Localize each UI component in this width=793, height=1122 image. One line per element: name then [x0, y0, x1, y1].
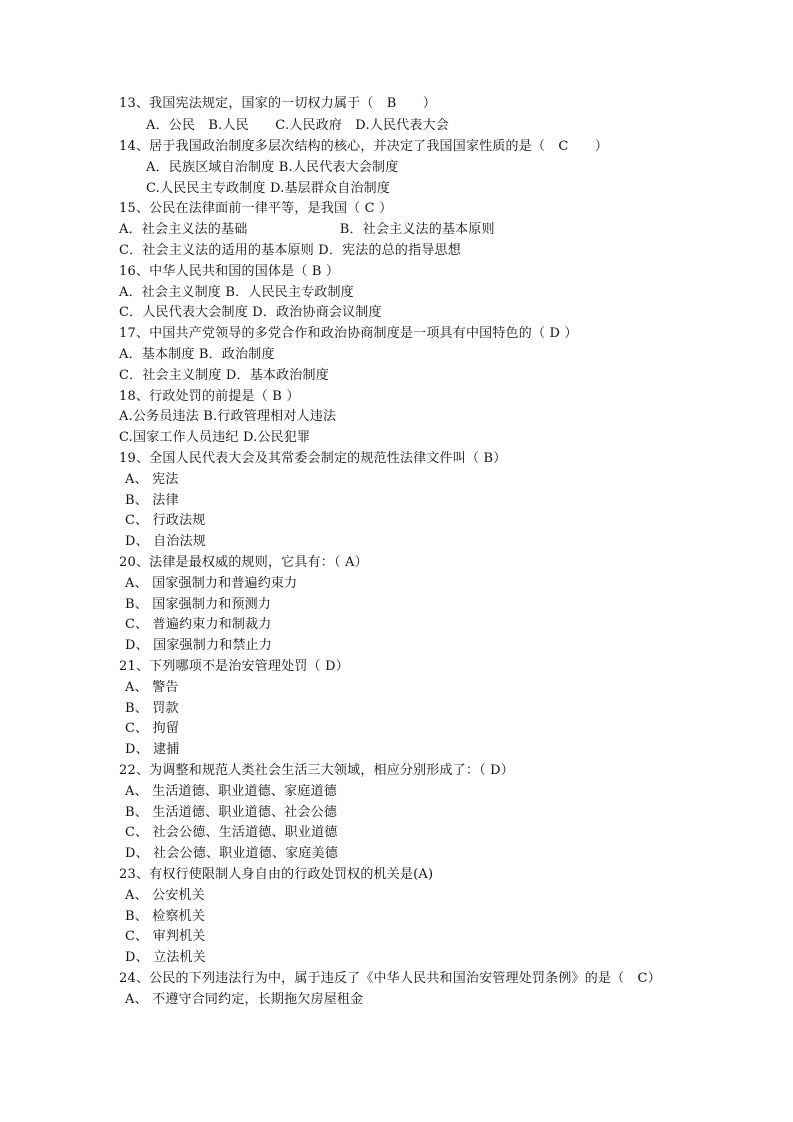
question-18-options-ab: A.公务员违法 B.行政管理相对人违法: [119, 409, 337, 424]
question-24-option-a: A、 不遵守合同约定，长期拖欠房屋租金: [125, 992, 364, 1007]
question-16: 16、中华人民共和国的国体是（ B ）: [119, 264, 340, 279]
question-15: 15、公民在法律面前一律平等，是我国（ C ）: [119, 201, 393, 216]
question-20-option-d: D、 国家强制力和禁止力: [125, 638, 272, 653]
question-21-option-a: A、 警告: [125, 680, 179, 695]
question-17-options-ab: A．基本制度 B．政治制度: [119, 347, 275, 362]
question-19: 19、全国人民代表大会及其常委会制定的规范性法律文件叫（ B）: [119, 451, 507, 466]
question-13: 13、我国宪法规定，国家的一切权力属于（ B ）: [119, 96, 437, 111]
question-13-options: A．公民 B.人民 C.人民政府 D.人民代表大会: [146, 118, 449, 133]
question-19-option-b: B、 法律: [125, 493, 179, 508]
question-14-options-ab: A．民族区域自治制度 B.人民代表大会制度: [146, 160, 399, 175]
question-20-option-c: C、 普遍约束力和制裁力: [125, 617, 272, 632]
question-16-options-ab: A．社会主义制度 B．人民民主专政制度: [119, 285, 354, 300]
question-24: 24、公民的下列违法行为中，属于违反了《中华人民共和国治安管理处罚条例》的是（ C）: [119, 971, 661, 986]
question-21-option-b: B、 罚款: [125, 701, 179, 716]
question-19-option-a: A、 宪法: [125, 472, 179, 487]
question-19-option-c: C、 行政法规: [125, 513, 206, 528]
question-17-options-cd: C．社会主义制度 D．基本政治制度: [119, 368, 329, 383]
question-23: 23、有权行使限制人身自由的行政处罚权的机关是(A): [119, 867, 434, 882]
question-14-options-cd: C.人民民主专政制度 D.基层群众自治制度: [146, 181, 391, 196]
question-22-option-b: B、 生活道德、职业道德、社会公德: [125, 805, 338, 820]
question-23-option-d: D、 立法机关: [125, 950, 206, 965]
question-14: 14、居于我国政治制度多层次结构的核心，并决定了我国国家性质的是（ C ）: [119, 139, 609, 154]
question-21-option-c: C、 拘留: [125, 721, 180, 736]
question-22-option-c: C、 社会公德、生活道德、职业道德: [125, 825, 338, 840]
question-19-option-d: D、 自治法规: [125, 534, 206, 549]
question-18-options-cd: C.国家工作人员违纪 D.公民犯罪: [119, 430, 311, 445]
question-23-option-c: C、 审判机关: [125, 929, 206, 944]
question-22-option-a: A、 生活道德、职业道德、家庭道德: [125, 784, 337, 799]
question-15-options-cd: C．社会主义法的适用的基本原则 D．宪法的总的指导思想: [119, 243, 461, 258]
question-20-option-b: B、 国家强制力和预测力: [125, 597, 272, 612]
question-23-option-b: B、 检察机关: [125, 909, 206, 924]
question-15-options-ab: A．社会主义法的基础 B．社会主义法的基本原则: [119, 222, 495, 237]
question-23-option-a: A、 公安机关: [125, 888, 205, 903]
question-18: 18、行政处罚的前提是（ B ）: [119, 389, 300, 404]
question-20: 20、法律是最权威的规则，它具有：（ A）: [119, 555, 368, 570]
question-20-option-a: A、 国家强制力和普遍约束力: [125, 576, 298, 591]
question-21-option-d: D、 逮捕: [125, 742, 180, 757]
question-22: 22、为调整和规范人类社会生活三大领域，相应分别形成了：（ D）: [119, 763, 514, 778]
question-17: 17、中国共产党领导的多党合作和政治协商制度是一项具有中国特色的（ D ）: [119, 326, 578, 341]
question-16-options-cd: C．人民代表大会制度 D．政治协商会议制度: [119, 305, 382, 320]
question-22-option-d: D、 社会公德、职业道德、家庭美德: [125, 846, 338, 861]
question-21: 21、下列哪项不是治安管理处罚（ D）: [119, 659, 349, 674]
